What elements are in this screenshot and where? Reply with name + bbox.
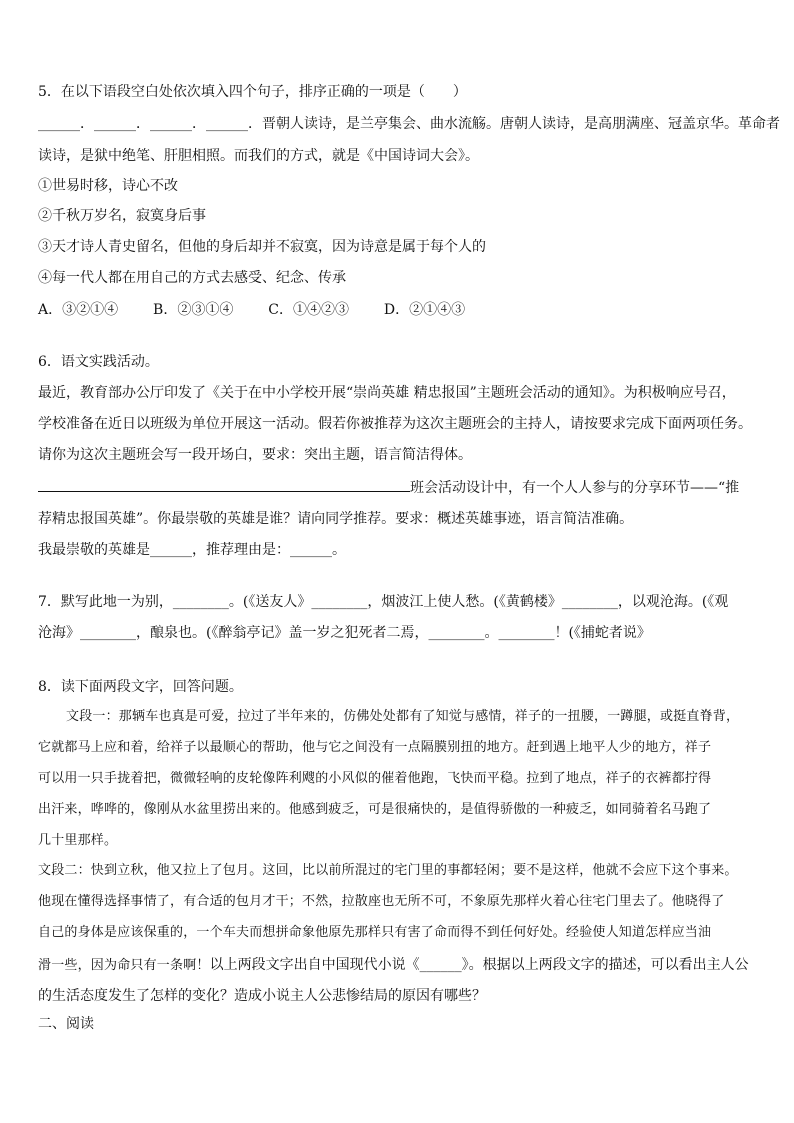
q5-line1: ______．______．______．______．晋朝人读诗，是兰亭集会、曲水流觞。唐朝人读诗，是高朋满座、冠盖京华。革命者 (38, 116, 780, 132)
q8-para2-line2: 他现在懂得选择事情了，有合适的包月才干；不然，拉散座也无所不可，不象原先那样火着心往宅门里去了。他晓得了 (38, 894, 725, 909)
q8-para1-line5: 几十里那样。 (38, 833, 118, 848)
q8-question-a: 以上两段文字出自中国现代小说《______》。根据以上两段文字的描述，可以看出主人公 (209, 957, 749, 973)
section-heading: 二、阅读 (38, 1016, 94, 1032)
q5-option-b: B．②③①④ (153, 302, 234, 318)
q5-blank-1: ______ (38, 116, 80, 132)
q5-blank-4: ______ (206, 116, 248, 132)
q6-p1: 最近，教育部办公厅印发了《关于在中小学校开展“崇尚英雄 精忠报国”主题班会活动的通知》。为积极响应号召， (38, 385, 736, 401)
q6-answer-blank (38, 477, 410, 492)
q5-line1-text: 晋朝人读诗，是兰亭集会、曲水流觞。唐朝人读诗，是高朋满座、冠盖京华。革命者 (262, 116, 780, 132)
q5-options (38, 300, 465, 320)
q5-line2: 读诗，是狱中绝笔、肝胆相照。而我们的方式，就是《中国诗词大会》。 (38, 148, 479, 164)
q8-para1-line2: 它就都马上应和着，给祥子以最顺心的帮助，他与它之间没有一点隔膜别扭的地方。赶到遇上地平人少的地方，祥子 (38, 740, 712, 755)
q6-p4-text: 班会活动设计中，有一个人人参与的分享环节——“推 (410, 480, 740, 496)
q5-option-c: C．①④②③ (268, 302, 349, 318)
q8-para2-line1: 文段二：快到立秋，他又拉上了包月。这回，比以前所混过的宅门里的事都轻闲；要不是这样，他就不会应下这个事来。 (38, 863, 738, 878)
q6-p6: 我最崇敬的英雄是______，推荐理由是：______。 (38, 542, 346, 558)
q5-item-4: ④每一代人都在用自己的方式去感受、纪念、传承 (38, 270, 346, 286)
q6-p4 (38, 477, 739, 498)
q8-para1-line1: 文段一：那辆车也真是可爱，拉过了半年来的，仿佛处处都有了知觉与感情，祥子的一扭腰，一蹲腿，或挺直脊背， (66, 709, 740, 724)
q5-blank-2: ______ (94, 116, 136, 132)
q8-para2-line4 (38, 955, 749, 976)
q5-blank-3: ______ (150, 116, 192, 132)
q6-stem: 6．语文实践活动。 (38, 354, 159, 370)
q7-line2: 沧海》________，酿泉也。(《醉翁亭记》盖一岁之犯死者二焉，________。________！(《捕蛇者说》 (38, 625, 651, 641)
q6-p3: 请你为这次主题班会写一段开场白，要求：突出主题，语言简洁得体。 (38, 447, 472, 463)
q8-para1-line4: 出汗来，哗哗的，像刚从水盆里捞出来的。他感到疲乏，可是很痛快的，是值得骄傲的一种疲乏，如同骑着名马跑了 (38, 802, 712, 817)
q5-stem: 5．在以下语段空白处依次填入四个句子，排序正确的一项是（ ） (38, 84, 467, 100)
q5-item-2: ②千秋万岁名，寂寞身后事 (38, 208, 206, 224)
q8-para1-line3: 可以用一只手拢着把，微微轻响的皮轮像阵利飕的小风似的催着他跑，飞快而平稳。拉到了地点，祥子的衣裤都拧得 (38, 771, 712, 786)
q7-line1: 7．默写此地一为别，________。(《送友人》________，烟波江上使人愁。(《黄鹤楼》________，以观沧海。(《观 (38, 594, 729, 610)
q5-item-1: ①世易时移，诗心不改 (38, 178, 178, 194)
q5-option-d: D．②①④③ (383, 302, 466, 318)
q8-para2-end: 滑一些，因为命只有一条啊！ (38, 958, 210, 973)
q6-p2: 学校准备在近日以班级为单位开展这一活动。假若你被推荐为这次主题班会的主持人，请按要求完成下面两项任务。 (38, 416, 752, 432)
q5-option-a: A．③②①④ (38, 302, 119, 318)
q8-para2-line3: 自己的身体是应该保重的，一个车夫而想拼命象他原先那样只有害了命而得不到任何好处。经验使人知道怎样应当油 (38, 925, 712, 940)
q5-item-3: ③天才诗人青史留名，但他的身后却并不寂寞，因为诗意是属于每个人的 (38, 239, 486, 255)
q6-p5: 荐精忠报国英雄”。你最崇敬的英雄是谁？请向同学推荐。要求：概述英雄事迹，语言简洁准确。 (38, 511, 634, 527)
q8-stem: 8．读下面两段文字，回答问题。 (38, 679, 243, 695)
q8-question-b: 的生活态度发生了怎样的变化？造成小说主人公悲惨结局的原因有哪些？ (38, 988, 486, 1004)
